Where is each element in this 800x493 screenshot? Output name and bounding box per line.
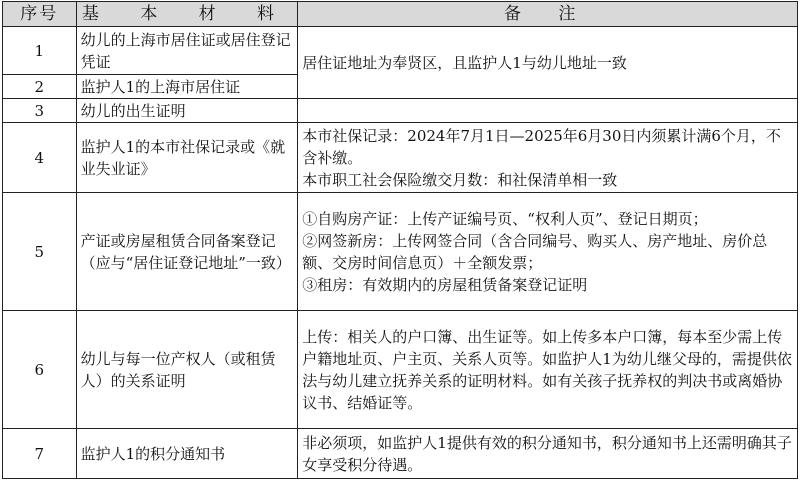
row-material: 幼儿的上海市居住证或居住登记凭证 (76, 27, 298, 75)
row-number: 3 (3, 99, 77, 123)
row-number: 5 (3, 193, 77, 311)
row-number: 6 (3, 311, 77, 429)
table-row (3, 99, 798, 123)
table-row (3, 311, 798, 429)
note-line: 本市社保记录：2024年7月1日—2025年6月30日内须累计满6个月，不含补缴。 (302, 126, 781, 167)
note-line: 非必须项，如监护人1提供有效的积分通知书，积分通知书上还需明确其子女享受积分待遇。 (302, 433, 792, 474)
header-note: 备 注 (298, 2, 798, 27)
row-material: 产证或房屋租赁合同备案登记（应与“居住证登记地址”一致） (76, 193, 298, 311)
note-line: ①自购房产证：上传产证编号页、“权利人页”、登记日期页； (302, 209, 708, 228)
table-row (3, 123, 798, 193)
note-line: 本市职工社会保险缴交月数：和社保清单相一致 (302, 170, 618, 189)
row-note (298, 311, 798, 429)
row-number: 4 (3, 123, 77, 193)
table-row (3, 193, 798, 311)
row-note (298, 99, 798, 123)
note-line: ②网签新房：上传网签合同（含合同编号、购买人、房产地址、房价总额、交房时间信息页）＋全额发票； (302, 231, 768, 272)
row-material: 监护人1的积分通知书 (76, 429, 298, 479)
row-note (298, 429, 798, 479)
row-material: 幼儿与每一位产权人（或租赁人）的关系证明 (76, 311, 298, 429)
note-line: ③租房：有效期内的房屋租赁备案登记证明 (302, 275, 588, 294)
header-material: 基 本 材 料 (76, 2, 298, 27)
table-row (3, 27, 798, 75)
header-no: 序号 (3, 2, 77, 27)
note-line: 居住证地址为奉贤区，且监护人1与幼儿地址一致 (302, 53, 627, 72)
row-material: 幼儿的出生证明 (76, 99, 298, 123)
row-number: 2 (3, 75, 77, 99)
row-material: 监护人1的本市社保记录或《就业失业证》 (76, 123, 298, 193)
row-note (298, 193, 798, 311)
table-header-row (3, 2, 798, 27)
row-number: 1 (3, 27, 77, 75)
note-line: 上传：相关人的户口簿、出生证等。如上传多本户口簿，每本至少需上传户籍地址页、户主页、关系人页等。如监护人1为幼儿继父母的，需提供依法与幼儿建立抚养关系的证明材料。如有关孩子抚养权的判决书或离婚协议书、结婚证等。 (302, 327, 792, 412)
row-note (298, 27, 798, 99)
row-number: 7 (3, 429, 77, 479)
row-note (298, 123, 798, 193)
materials-table (2, 1, 798, 479)
table-row (3, 429, 798, 479)
row-material: 监护人1的上海市居住证 (76, 75, 298, 99)
